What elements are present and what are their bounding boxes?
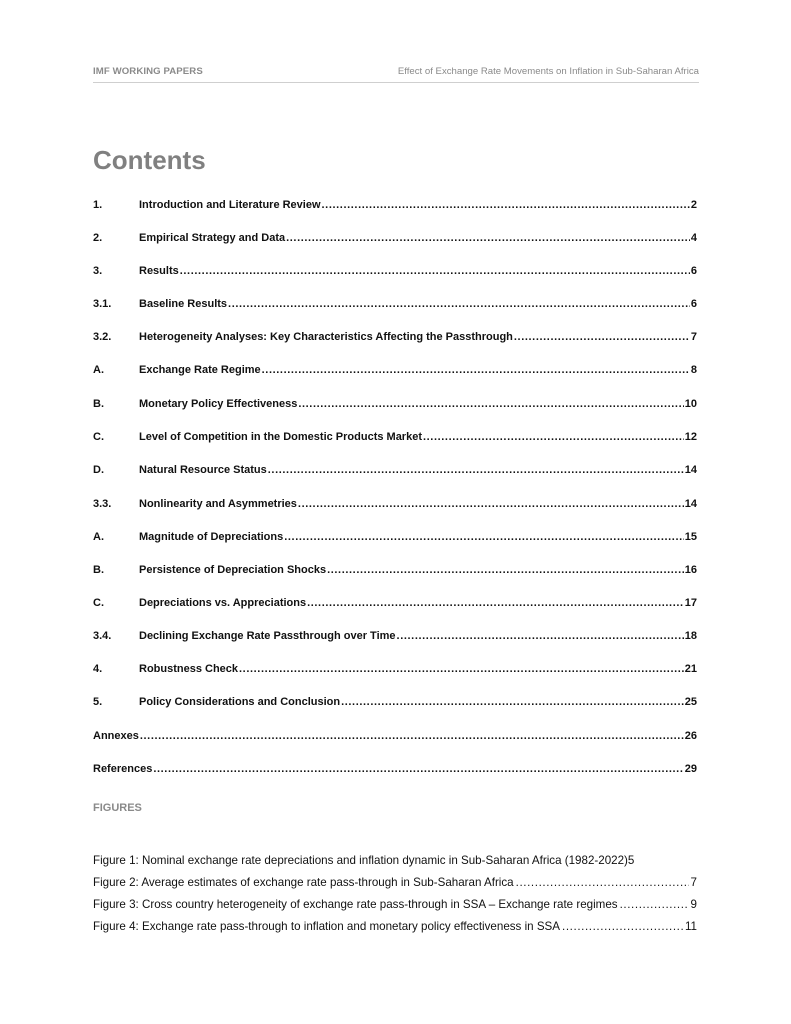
toc-page-number[interactable]: 16 xyxy=(684,564,697,576)
toc-page-number[interactable]: 14 xyxy=(684,498,697,510)
series-name: IMF WORKING PAPERS xyxy=(93,66,203,77)
toc-page-number[interactable]: 4 xyxy=(690,232,697,244)
toc-number: 3.3. xyxy=(93,498,112,510)
toc-number: 4. xyxy=(93,663,103,675)
toc-title[interactable]: Empirical Strategy and Data xyxy=(139,232,286,244)
toc-title[interactable]: Baseline Results xyxy=(139,298,228,310)
toc-page-number[interactable]: 2 xyxy=(690,199,697,211)
toc-entry[interactable] xyxy=(93,597,697,611)
toc-title[interactable]: Depreciations vs. Appreciations xyxy=(139,597,307,609)
toc-page-number[interactable]: 26 xyxy=(684,730,697,742)
figure-entry[interactable] xyxy=(93,898,697,913)
toc-title[interactable]: Level of Competition in the Domestic Products Market xyxy=(139,431,422,443)
toc-title[interactable]: Annexes xyxy=(93,730,139,742)
dot-leader xyxy=(322,199,690,211)
toc-number: B. xyxy=(93,564,104,576)
toc-page-number[interactable]: 7 xyxy=(690,331,697,343)
toc-title[interactable]: Exchange Rate Regime xyxy=(139,364,261,376)
toc-page-number[interactable]: 6 xyxy=(690,265,697,277)
paper-title: Effect of Exchange Rate Movements on Inflation in Sub-Saharan Africa xyxy=(397,66,699,77)
dot-leader xyxy=(153,763,683,775)
toc-entry[interactable] xyxy=(93,763,697,777)
toc-entry[interactable] xyxy=(93,232,697,246)
toc-page-number[interactable]: 6 xyxy=(690,298,697,310)
figure-title[interactable]: Figure 1: Nominal exchange rate depreciations and inflation dynamic in Sub-Saharan Africa (1982-2022) xyxy=(93,854,628,867)
figure-title[interactable]: Figure 3: Cross country heterogeneity of exchange rate pass-through in SSA – Exchange rate regimes xyxy=(93,898,618,911)
dot-leader xyxy=(397,630,684,642)
dot-leader xyxy=(239,663,684,675)
toc-entry[interactable] xyxy=(93,531,697,545)
running-header xyxy=(93,66,699,83)
toc-page-number[interactable]: 29 xyxy=(684,763,697,775)
toc-page-number[interactable]: 17 xyxy=(684,597,697,609)
toc-number: 1. xyxy=(93,199,103,211)
dot-leader xyxy=(423,431,684,443)
dot-leader xyxy=(516,876,689,889)
toc-number: 3.2. xyxy=(93,331,112,343)
toc-number: 3.1. xyxy=(93,298,112,310)
toc-entry[interactable] xyxy=(93,630,697,644)
toc-entry[interactable] xyxy=(93,199,697,213)
figure-entry[interactable] xyxy=(93,920,697,935)
toc-number: 3.4. xyxy=(93,630,112,642)
toc-entry[interactable] xyxy=(93,364,697,378)
dot-leader xyxy=(307,597,684,609)
dot-leader xyxy=(180,265,690,277)
toc-title[interactable]: Magnitude of Depreciations xyxy=(139,531,284,543)
dot-leader xyxy=(327,564,684,576)
dot-leader xyxy=(286,232,690,244)
dot-leader xyxy=(262,364,690,376)
dot-leader xyxy=(140,730,684,742)
figure-entry[interactable] xyxy=(93,854,697,869)
dot-leader xyxy=(298,498,684,510)
toc-title[interactable]: Results xyxy=(139,265,179,277)
toc-number: 5. xyxy=(93,696,103,708)
toc-number: A. xyxy=(93,364,104,376)
figure-entry[interactable] xyxy=(93,876,697,891)
toc-title[interactable]: References xyxy=(93,763,153,775)
toc-entry[interactable] xyxy=(93,298,697,312)
dot-leader xyxy=(298,398,683,410)
dot-leader xyxy=(228,298,690,310)
toc-entry[interactable] xyxy=(93,398,697,412)
toc-entry[interactable] xyxy=(93,464,697,478)
toc-entry[interactable] xyxy=(93,730,697,744)
dot-leader xyxy=(284,531,684,543)
toc-entry[interactable] xyxy=(93,498,697,512)
toc-number: 3. xyxy=(93,265,103,277)
toc-title[interactable]: Declining Exchange Rate Passthrough over Time xyxy=(139,630,396,642)
figures-heading: FIGURES xyxy=(93,802,142,814)
toc-title[interactable]: Monetary Policy Effectiveness xyxy=(139,398,298,410)
toc-page-number[interactable]: 15 xyxy=(684,531,697,543)
toc-number: D. xyxy=(93,464,104,476)
toc-title[interactable]: Nonlinearity and Asymmetries xyxy=(139,498,297,510)
dot-leader xyxy=(514,331,690,343)
figure-page-number[interactable]: 5 xyxy=(627,854,635,867)
toc-number: C. xyxy=(93,597,104,609)
toc-page-number[interactable]: 14 xyxy=(684,464,697,476)
toc-title[interactable]: Robustness Check xyxy=(139,663,239,675)
dot-leader xyxy=(341,696,684,708)
toc-page-number[interactable]: 12 xyxy=(684,431,697,443)
toc-entry[interactable] xyxy=(93,331,697,345)
dot-leader xyxy=(268,464,684,476)
figure-title[interactable]: Figure 4: Exchange rate pass-through to inflation and monetary policy effectiveness in SSA xyxy=(93,920,561,933)
figure-title[interactable]: Figure 2: Average estimates of exchange rate pass-through in Sub-Saharan Africa xyxy=(93,876,514,889)
dot-leader xyxy=(562,920,683,933)
toc-number: C. xyxy=(93,431,104,443)
figure-page-number[interactable]: 7 xyxy=(690,876,697,889)
contents-heading: Contents xyxy=(93,145,206,175)
toc-page-number[interactable]: 21 xyxy=(684,663,697,675)
toc-entry[interactable] xyxy=(93,265,697,279)
toc-title[interactable]: Introduction and Literature Review xyxy=(139,199,321,211)
toc-page-number[interactable]: 8 xyxy=(690,364,697,376)
toc-number: 2. xyxy=(93,232,103,244)
toc-title[interactable]: Policy Considerations and Conclusion xyxy=(139,696,341,708)
toc-page-number[interactable]: 18 xyxy=(684,630,697,642)
toc-entry[interactable] xyxy=(93,696,697,710)
figure-page-number[interactable]: 11 xyxy=(684,920,697,933)
toc-entry[interactable] xyxy=(93,431,697,445)
toc-title[interactable]: Heterogeneity Analyses: Key Characteristics Affecting the Passthrough xyxy=(139,331,513,343)
dot-leader xyxy=(620,898,689,911)
toc-entry[interactable] xyxy=(93,663,697,677)
toc-page-number[interactable]: 25 xyxy=(684,696,697,708)
toc-number: B. xyxy=(93,398,104,410)
toc-page-number[interactable]: 10 xyxy=(684,398,697,410)
toc-entry[interactable] xyxy=(93,564,697,578)
toc-title[interactable]: Natural Resource Status xyxy=(139,464,267,476)
toc-title[interactable]: Persistence of Depreciation Shocks xyxy=(139,564,327,576)
toc-number: A. xyxy=(93,531,104,543)
figure-page-number[interactable]: 9 xyxy=(690,898,697,911)
